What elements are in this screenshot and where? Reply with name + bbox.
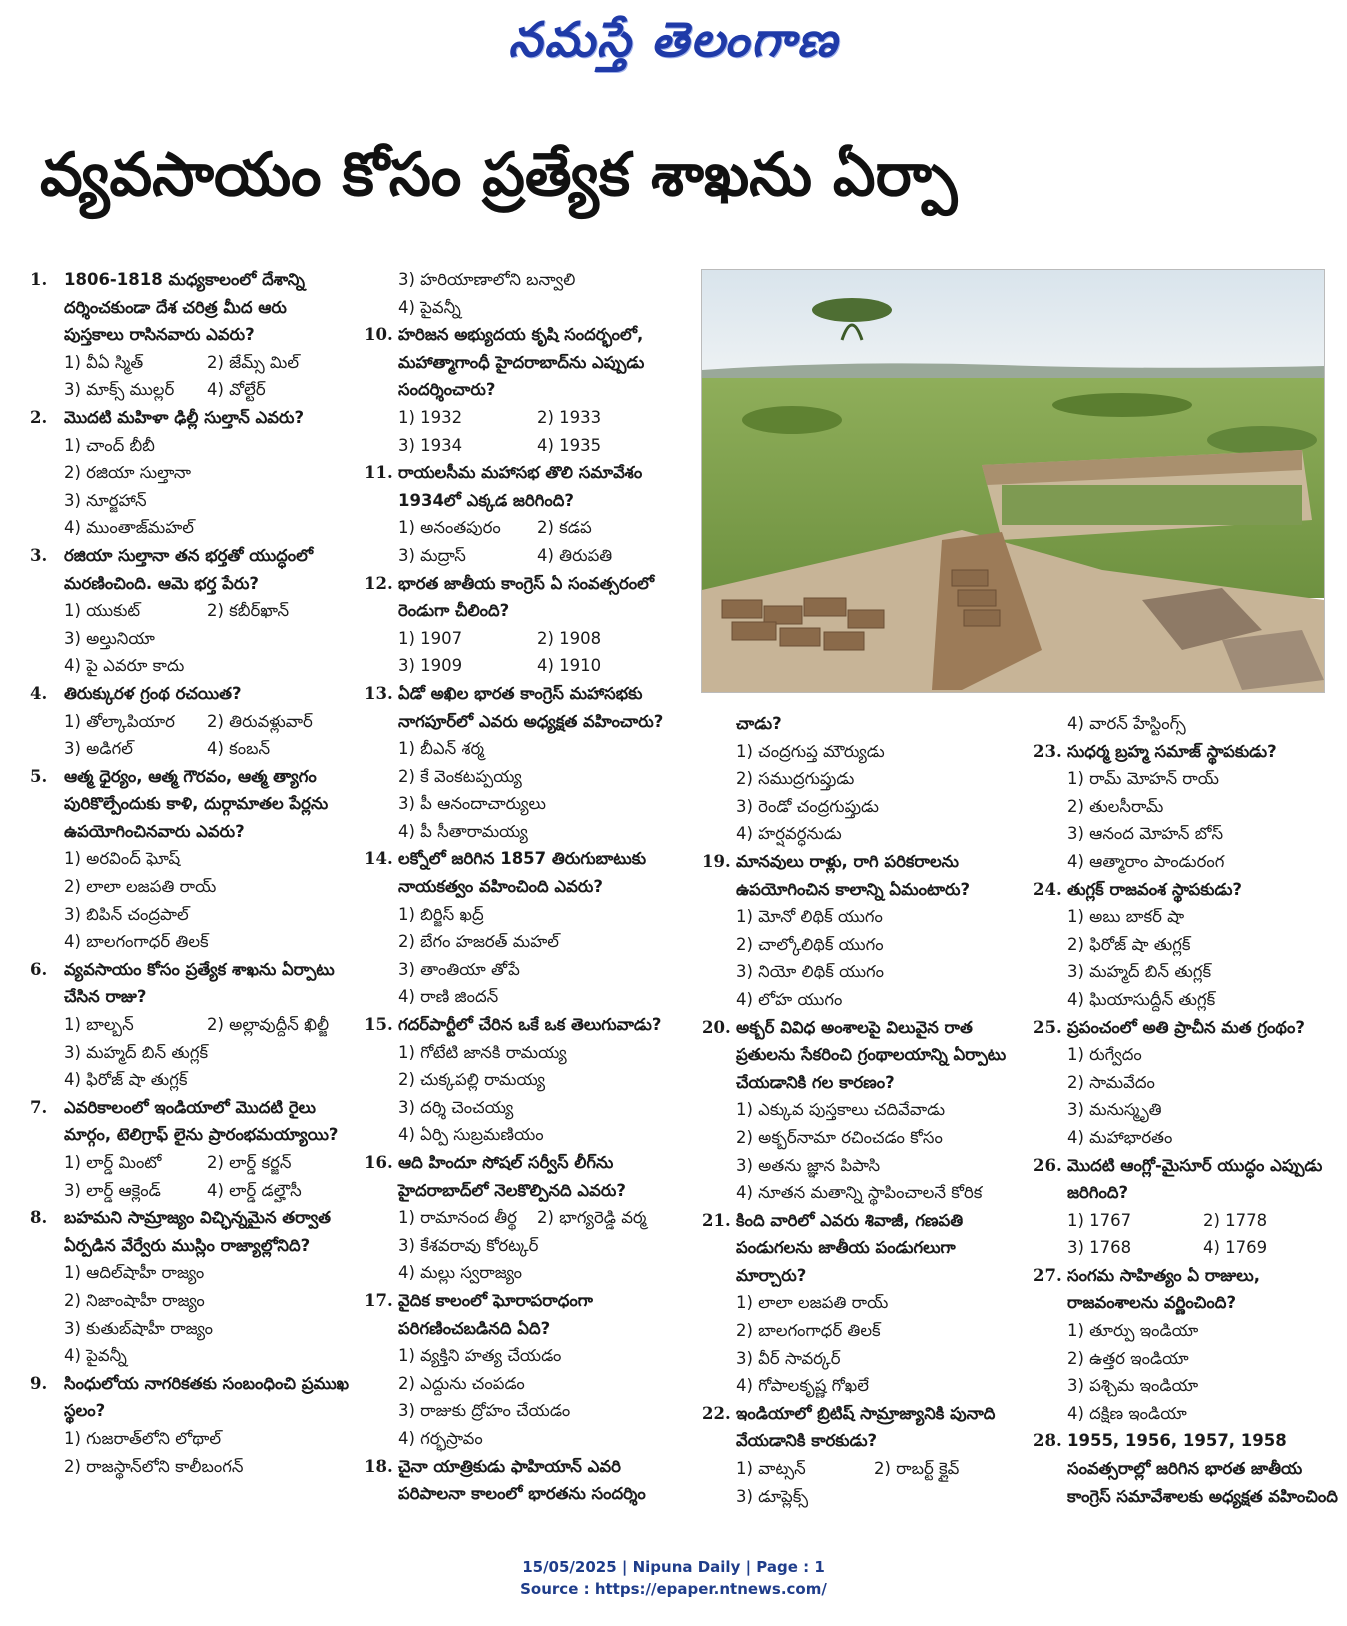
ruins-landscape-image [702, 270, 1324, 692]
question-item [364, 845, 676, 900]
question-text: సుధర్మ బ్రహ్మ సమాజ్ స్థాపకుడు? [1067, 741, 1277, 761]
answer-option: 1) యుకుట్ [64, 601, 141, 621]
question-text: చాడు? [736, 714, 782, 733]
question-text: చైనా యాత్రికుడు ఫాహియాన్ ఎవరి పరిపాలనా కాలంలో భారతను సందర్శిం [398, 1456, 646, 1504]
article-photo [701, 269, 1325, 693]
question-text: ఏడో అఖిల భారత కాంగ్రెస్ మహాసభకు నాగపూర్‌లో ఎవరు అధ్యక్షత వహించారు? [398, 683, 664, 731]
question-item [1033, 1014, 1339, 1042]
answer-option: 3) డూప్లెక్స్ [736, 1486, 809, 1506]
question-item [30, 1094, 350, 1149]
answer-option: 4) గర్భస్రావం [398, 1428, 483, 1448]
answer-option: 1) బీఎన్ శర్మ [398, 739, 484, 759]
question-number: 13. [364, 683, 393, 703]
answer-option: 4) పై ఎవరూ కాదు [64, 656, 185, 676]
answer-option: 4) మల్లు స్వరాజ్యం [398, 1263, 523, 1283]
question-item [30, 680, 350, 708]
answer-options [30, 1259, 350, 1369]
answer-option: 4) దక్షిణ ఇండియా [1067, 1403, 1187, 1423]
answer-option: 2) అక్బర్‌నామా రచించడం కోసం [736, 1127, 943, 1147]
question-text: ఆది హిందూ సోషల్ సర్వీస్ లీగ్‌ను హైదరాబాద్‌లో నెలకొల్పినది ఎవరు? [398, 1153, 626, 1200]
answer-options [1033, 1317, 1339, 1427]
question-text: మానవులు రాళ్లు, రాగి పరికరాలను ఉపయోగించిన కాలాన్ని ఏమంటారు? [736, 851, 971, 899]
answer-option: 3) నూర్జహాన్ [64, 490, 147, 510]
question-item [30, 1370, 350, 1425]
answer-option: 3) 1934 [398, 435, 463, 455]
answer-options [30, 708, 350, 763]
question-item [30, 1204, 350, 1259]
answer-option: 4) ఆత్మారాం పాండురంగ [1067, 851, 1225, 871]
question-number: 25. [1033, 1017, 1062, 1037]
question-number: 17. [364, 1290, 393, 1310]
question-number: 9. [30, 1373, 48, 1393]
answer-option: 1) వీఏ స్మిత్ [64, 352, 144, 372]
answer-option: 1) రామ్ మోహన్ రాయ్ [1067, 769, 1219, 789]
question-item [364, 1287, 676, 1342]
question-item [30, 404, 350, 432]
answer-option: 2) జేమ్స్ మిల్ [207, 352, 300, 372]
question-text: మొదటి మహిళా ఢిల్లీ సుల్తాన్ ఎవరు? [64, 407, 305, 427]
answer-option: 3) పీ ఆనందాచార్యులు [398, 794, 546, 814]
question-text: భారత జాతీయ కాంగ్రెస్ ఏ సంవత్సరంలో రెండుగా చీలింది? [398, 573, 655, 621]
answer-option: 1) ఆదిల్‌షాహీ రాజ్యం [64, 1263, 205, 1283]
answer-options [364, 1039, 676, 1149]
answer-option: 3) అల్తునియా [64, 628, 155, 648]
question-number: 21. [702, 1210, 731, 1230]
answer-option: 3) మాక్స్ ముల్లర్ [64, 380, 175, 400]
answer-option: 2) నిజాంషాహీ రాజ్యం [64, 1290, 205, 1310]
question-item [702, 1207, 1012, 1290]
question-item [1033, 1427, 1339, 1510]
answer-option: 2) లార్డ్ కర్జన్ [207, 1153, 292, 1172]
question-number: 11. [364, 463, 393, 483]
answer-option: 2) తులసీరామ్ [1067, 796, 1164, 816]
question-text: సంగమ సాహిత్యం ఏ రాజులు, రాజవంశాలను వర్ణించింది? [1067, 1265, 1260, 1313]
question-text: వ్యవసాయం కోసం ప్రత్యేక శాఖను ఏర్పాటు చేసిన రాజు? [64, 959, 335, 1007]
answer-option: 3) అతను జ్ఞాన పిపాసి [736, 1155, 881, 1175]
answer-option: 1) బిర్జిస్ ఖద్ర్ [398, 904, 484, 924]
answer-options [364, 901, 676, 1011]
article-headline: వ్యవసాయం కోసం ప్రత్యేక శాఖను ఏర్పా [40, 140, 958, 210]
answer-option: 1) చాంద్ బీబీ [64, 435, 155, 455]
question-item [364, 1011, 676, 1039]
answer-options [702, 1289, 1012, 1399]
answer-option: 4) 1769 [1203, 1238, 1268, 1258]
answer-option: 3) అడిగల్ [64, 739, 133, 759]
answer-option: 2) తిరువళ్లువార్ [207, 711, 313, 731]
question-text: హరిజన అభ్యుదయ కృషి సందర్భంలో, మహాత్మాగాంధీ హైదరాబాద్‌ను ఎప్పుడు సందర్శించారు? [398, 325, 645, 400]
question-number: 6. [30, 959, 48, 979]
question-text: తిరుక్కురళ గ్రంథ రచయిత? [64, 683, 242, 703]
question-number: 26. [1033, 1155, 1062, 1175]
answer-option: 1) మోనో లిథిక్ యుగం [736, 907, 883, 927]
answer-option: 1) అనంతపురం [398, 518, 501, 538]
footer-source-line: Source : https://epaper.ntnews.com/ [520, 1580, 827, 1598]
answer-option: 4) ఘియాసుద్దీన్ తుగ్లక్ [1067, 989, 1216, 1009]
question-number: 22. [702, 1403, 731, 1423]
answer-option: 2) చాల్కోలిథిక్ యుగం [736, 934, 884, 954]
answer-option: 3) తాంతియా తోపే [398, 959, 520, 979]
answer-option: 2) కడప [537, 518, 592, 538]
answer-options [702, 738, 1012, 848]
answer-option: 4) నూతన మతాన్ని స్థాపించాలనే కోరిక [736, 1183, 983, 1203]
question-item [702, 1400, 1012, 1455]
answer-option: 4) పైవన్నీ [398, 297, 461, 317]
question-item [364, 1453, 676, 1508]
question-number: 10. [364, 325, 393, 345]
answer-option: 4) 1935 [537, 435, 602, 455]
answer-option: 1) లాలా లజపతి రాయ్ [736, 1293, 889, 1313]
answer-option: 4) కంబన్ [207, 739, 271, 759]
question-number: 2. [30, 407, 48, 427]
question-number: 16. [364, 1153, 393, 1172]
answer-options [30, 845, 350, 955]
answer-options [30, 1425, 350, 1480]
answer-option: 4) ముంతాజ్‌మహల్ [64, 518, 195, 538]
question-number: 18. [364, 1456, 393, 1476]
answer-option: 2) ఉత్తర ఇండియా [1067, 1348, 1189, 1368]
answer-option: 2) 1908 [537, 628, 602, 648]
answer-option: 3) కేశవరావు కోరట్కర్ [398, 1235, 539, 1255]
question-text: ఎవరికాలంలో ఇండియాలో మొదటి రైలు మార్గం, టెలిగ్రాఫ్ లైను ప్రారంభమయ్యాయి? [64, 1097, 339, 1145]
answer-option: 3) లార్డ్ ఆక్లెండ్ [64, 1180, 161, 1200]
question-item [30, 266, 350, 349]
answer-options [30, 349, 350, 404]
answer-options [1033, 1207, 1339, 1262]
answer-option: 3) దర్శి చెంచయ్య [398, 1097, 514, 1117]
question-item [364, 1149, 676, 1204]
answer-options [30, 1011, 350, 1094]
answer-option: 4) రాణి జిందన్ [398, 987, 499, 1007]
question-number: 24. [1033, 879, 1062, 899]
answer-options [364, 1204, 676, 1287]
question-number: 1. [30, 270, 48, 289]
answer-option: 3) నియో లిథిక్ యుగం [736, 962, 885, 982]
answer-option: 3) రెండో చంద్రగుప్తుడు [736, 796, 879, 816]
answer-option: 3) కుతుబ్‌షాహీ రాజ్యం [64, 1318, 214, 1338]
question-item [30, 763, 350, 846]
answer-option: 3) ఆనంద మోహన్ బోస్ [1067, 824, 1224, 844]
question-text: రజియా సుల్తానా తన భర్తతో యుద్ధంలో మరణించింది. ఆమె భర్త పేరు? [64, 545, 314, 593]
question-number: 23. [1033, 741, 1062, 761]
answer-option: 3) హరియాణాలోని బన్వాలి [398, 270, 576, 289]
answer-option: 1) బాల్బన్ [64, 1015, 134, 1035]
answer-option: 1) తోల్కాపియార [64, 711, 175, 731]
answer-option: 3) బిపిన్ చంద్రపాల్ [64, 904, 189, 924]
answer-option: 3) 1909 [398, 656, 463, 676]
question-text: అక్బర్ వివిధ అంశాలపై విలువైన రాత ప్రతులను సేకరించి గ్రంథాలయాన్ని ఏర్పాటు చేయడానికి గల కారణం? [736, 1017, 1007, 1092]
answer-option: 1) వాట్సన్ [736, 1459, 806, 1479]
question-text: లక్నోలో జరిగిన 1857 తిరుగుబాటుకు నాయకత్వం వహించింది ఎవరు? [398, 849, 647, 897]
answer-option: 1) ఎక్కువ పుస్తకాలు చదివేవాడు [736, 1100, 946, 1120]
answer-option: 2) రాబర్ట్ క్లైవ్ [874, 1459, 960, 1479]
question-item [702, 710, 1012, 738]
answer-option: 2) ఎద్దును చంపడం [398, 1373, 525, 1393]
newspaper-logo: నమస్తే తెలంగాణ [508, 12, 839, 68]
question-column-4 [1033, 710, 1339, 1510]
question-number: 19. [702, 851, 731, 871]
answer-option: 1) గోటేటి జానకి రామయ్య [398, 1042, 567, 1062]
answer-options [702, 1096, 1012, 1206]
answer-option: 2) రజియా సుల్తానా [64, 463, 191, 483]
question-text: ఇండియాలో బ్రిటిష్ సామ్రాజ్యానికి పునాది వేయడానికి కారకుడు? [736, 1403, 996, 1451]
answer-option: 4) ఏర్పి సుబ్రమణియం [398, 1125, 544, 1145]
question-item [702, 848, 1012, 903]
question-text: వైదిక కాలంలో ఘోరాపరాధంగా పరిగణించబడినది ఏది? [398, 1290, 593, 1338]
answer-options [364, 514, 676, 569]
question-number: 4. [30, 683, 48, 703]
answer-option: 4) ఫిరోజ్ షా తుగ్లక్ [64, 1070, 188, 1090]
answer-option: 3) రాజుకు ద్రోహం చేయడం [398, 1401, 571, 1421]
question-column-1 [30, 266, 350, 1480]
question-item [1033, 1152, 1339, 1207]
question-number: 20. [702, 1017, 731, 1037]
question-number: 8. [30, 1208, 48, 1228]
answer-option: 4) మహాభారతం [1067, 1127, 1173, 1147]
answer-option: 2) భాగ్యరెడ్డి వర్మ [537, 1208, 647, 1228]
answer-options [1033, 710, 1339, 738]
question-item [364, 680, 676, 735]
question-item [1033, 876, 1339, 904]
answer-option: 1) చంద్రగుప్త మౌర్యుడు [736, 741, 885, 761]
question-item [30, 542, 350, 597]
question-number: 3. [30, 545, 48, 565]
answer-option: 4) లోహ యుగం [736, 989, 843, 1009]
answer-option: 3) మహ్మద్ బిన్ తుగ్లక్ [1067, 962, 1212, 982]
answer-option: 4) తిరుపతి [537, 545, 613, 565]
question-item [30, 956, 350, 1011]
question-text: 1806-1818 మధ్యకాలంలో దేశాన్ని దర్శించకుండా దేశ చరిత్ర మీద ఆరు పుస్తకాలు రాసినవారు ఎవరు? [64, 270, 305, 345]
question-text: గదర్‌పార్టీలో చేరిన ఒకే ఒక తెలుగువాడు? [398, 1015, 662, 1035]
answer-options [1033, 1041, 1339, 1151]
answer-option: 2) అల్లావుద్దీన్ ఖిల్జీ [207, 1015, 330, 1035]
question-number: 12. [364, 573, 393, 593]
answer-options [1033, 903, 1339, 1013]
answer-option: 2) కబీర్‌ఖాన్ [207, 601, 290, 621]
question-number: 5. [30, 766, 48, 786]
masthead [0, 12, 1347, 80]
answer-options [30, 1149, 350, 1204]
question-item [364, 570, 676, 625]
answer-options [30, 432, 350, 542]
answer-option: 2) బేగం హజరత్ మహల్ [398, 932, 559, 952]
answer-option: 1) 1767 [1067, 1210, 1132, 1230]
question-text: 1955, 1956, 1957, 1958 సంవత్సరాల్లో జరిగిన భారత జాతీయ కాంగ్రెస్ సమావేశాలకు అధ్యక్షత వహించింది [1067, 1431, 1338, 1506]
answer-option: 3) మహ్మద్ బిన్ తుగ్లక్ [64, 1042, 209, 1062]
answer-option: 1) 1907 [398, 628, 463, 648]
answer-option: 4) గోపాలకృష్ణ గోఖలే [736, 1376, 869, 1396]
answer-options [30, 597, 350, 680]
answer-option: 2) ఫిరోజ్ షా తుగ్లక్ [1067, 934, 1191, 954]
question-number: 28. [1033, 1431, 1062, 1451]
answer-option: 1) అరవింద్ ఘోష్ [64, 849, 181, 869]
answer-option: 4) లార్డ్ డల్హౌసీ [207, 1180, 302, 1200]
question-item [1033, 1262, 1339, 1317]
question-text: బహమని సామ్రాజ్యం విచ్ఛిన్నమైన తర్వాత ఏర్పడిన వేర్వేరు ముస్లిం రాజ్యాల్లోనిది? [64, 1208, 331, 1255]
question-text: ఆత్మ ధైర్యం, ఆత్మ గౌరవం, ఆత్మ త్యాగం పురికొల్పేందుకు కాళి, దుర్గామాతల పేర్లను ఉపయోగించినవారు ఎవరు? [64, 766, 329, 841]
answer-option: 3) 1768 [1067, 1238, 1132, 1258]
answer-option: 4) వోల్టేర్ [207, 380, 266, 400]
answer-option: 2) సామవేదం [1067, 1072, 1155, 1092]
answer-option: 1) రామానంద తీర్థ [398, 1208, 517, 1228]
question-text: మొదటి ఆంగ్లో-మైసూర్ యుద్ధం ఎప్పుడు జరిగింది? [1067, 1155, 1323, 1203]
answer-options [1033, 765, 1339, 875]
answer-option: 3) మనుస్మృతి [1067, 1100, 1162, 1120]
answer-options [364, 266, 676, 321]
answer-option: 4) బాలగంగాధర్ తిలక్ [64, 932, 209, 952]
answer-option: 4) పైవన్నీ [64, 1346, 127, 1366]
answer-option: 2) 1933 [537, 407, 602, 427]
question-item [364, 321, 676, 404]
question-number: 15. [364, 1015, 393, 1035]
answer-options [364, 735, 676, 845]
question-text: సింధులోయ నాగరికతకు సంబంధించి ప్రముఖ స్థలం? [64, 1373, 350, 1421]
question-text: రాయలసీమ మహాసభ తొలి సమావేశం 1934లో ఎక్కడ జరిగింది? [398, 463, 643, 510]
answer-option: 2) కే వెంకటప్పయ్య [398, 766, 522, 786]
question-text: ప్రపంచంలో అతి ప్రాచీన మత గ్రంథం? [1067, 1017, 1305, 1037]
question-item [702, 1014, 1012, 1097]
answer-option: 2) సముద్రగుప్తుడు [736, 769, 855, 789]
answer-option: 1) గుజరాత్‌లోని లోథాల్ [64, 1428, 222, 1448]
answer-option: 1) అబు బాకర్ షా [1067, 907, 1185, 927]
question-column-3 [702, 710, 1012, 1510]
answer-options [702, 1455, 1012, 1510]
answer-option: 3) మద్రాస్ [398, 545, 466, 565]
question-column-2 [364, 266, 676, 1508]
answer-option: 1) రుగ్వేదం [1067, 1045, 1142, 1065]
answer-option: 1) లార్డ్ మింటో [64, 1153, 162, 1172]
answer-option: 4) 1910 [537, 656, 602, 676]
answer-options [364, 625, 676, 680]
answer-option: 4) వారన్ హేస్టింగ్స్ [1067, 714, 1186, 733]
answer-option: 3) పశ్చిమ ఇండియా [1067, 1376, 1199, 1396]
answer-option: 4) పీ సీతారామయ్య [398, 821, 528, 841]
question-item [364, 459, 676, 514]
page-footer [0, 1556, 1347, 1600]
question-number: 7. [30, 1097, 48, 1117]
answer-option: 2) లాలా లజపతి రాయ్ [64, 877, 217, 897]
question-number: 14. [364, 849, 393, 869]
answer-option: 4) హర్షవర్ధనుడు [736, 824, 842, 844]
answer-options [364, 1342, 676, 1452]
answer-option: 2) బాలగంగాధర్ తిలక్ [736, 1321, 881, 1341]
footer-date-line: 15/05/2025 | Nipuna Daily | Page : 1 [522, 1558, 825, 1576]
answer-option: 1) 1932 [398, 407, 463, 427]
answer-option: 2) 1778 [1203, 1210, 1268, 1230]
answer-option: 2) రాజస్థాన్‌లోని కాలీబంగన్ [64, 1456, 244, 1476]
answer-options [702, 903, 1012, 1013]
question-item [1033, 738, 1339, 766]
answer-option: 3) వీర్ సావర్కర్ [736, 1348, 841, 1368]
answer-option: 1) తూర్పు ఇండియా [1067, 1321, 1199, 1341]
answer-option: 2) చుక్కపల్లి రామయ్య [398, 1070, 546, 1090]
answer-options [364, 404, 676, 459]
question-text: తుగ్లక్ రాజవంశ స్థాపకుడు? [1067, 879, 1243, 899]
question-number: 27. [1033, 1265, 1062, 1285]
question-text: కింది వారిలో ఎవరు శివాజీ, గణపతి పండుగలను జాతీయ పండుగలుగా మార్చారు? [736, 1210, 964, 1285]
answer-option: 1) వ్యక్తిని హత్య చేయడం [398, 1346, 562, 1366]
